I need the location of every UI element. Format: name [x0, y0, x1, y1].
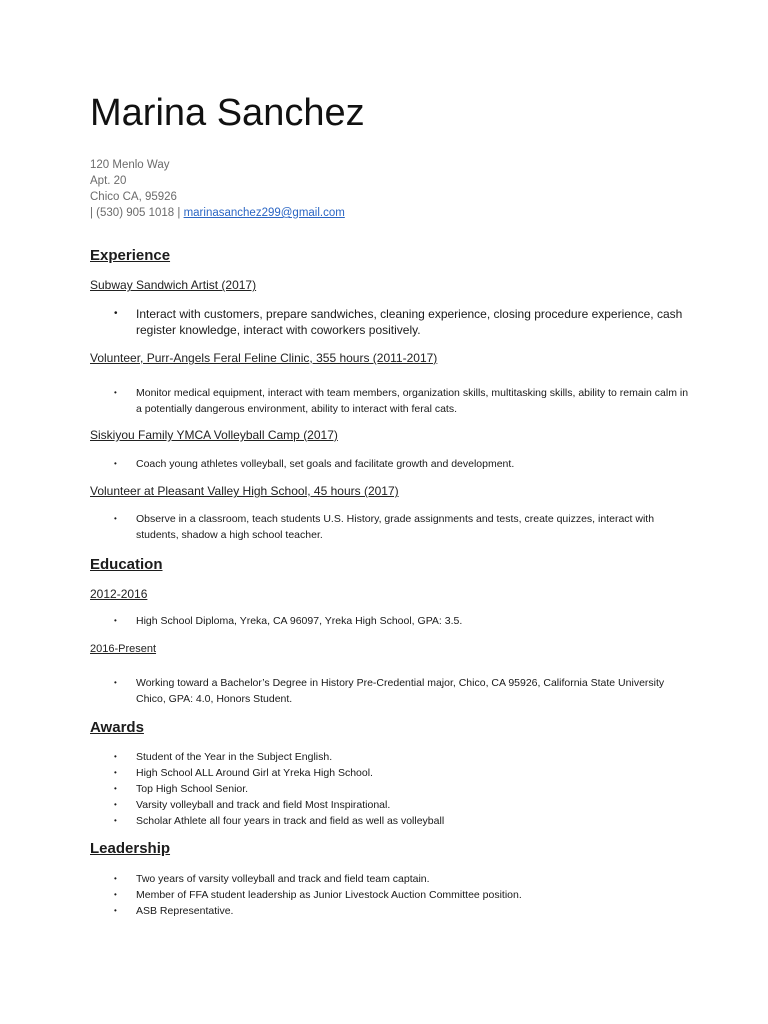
leadership-list: [90, 871, 690, 919]
email-link[interactable]: marinasanchez299@gmail.com: [183, 207, 345, 219]
job-bullets: [90, 511, 690, 543]
list-item: • Student of the Year in the Subject English.: [114, 751, 333, 763]
phone-email-line: [90, 205, 345, 221]
list-item: • High School Diploma, Yreka, CA 96097, Yreka High School, GPA: 3.5.: [114, 615, 463, 627]
list-item: • Top High School Senior.: [114, 783, 249, 795]
applicant-name: Marina Sanchez: [90, 92, 365, 134]
list-item: • Working toward a Bachelor’s Degree in History Pre-Credential major, Chico, CA 95926, California State University Chico, GPA: 4.0, Honors Student.: [114, 677, 665, 705]
job-title: Subway Sandwich Artist (2017): [90, 278, 257, 292]
bullet-icon: •: [114, 816, 117, 825]
street-address: 120 Menlo Way: [90, 159, 170, 171]
list-item: • High School ALL Around Girl at Yreka High School.: [114, 767, 373, 779]
job-title: Siskiyou Family YMCA Volleyball Camp (2017): [90, 428, 338, 442]
bullet-icon: •: [114, 906, 117, 915]
education-period: 2012-2016: [90, 587, 148, 601]
education-heading: Education: [90, 556, 163, 573]
phone-number: | (530) 905 1018 |: [90, 207, 181, 219]
apartment: Apt. 20: [90, 175, 127, 187]
bullet-icon: •: [114, 388, 117, 397]
list-item: • Scholar Athlete all four years in track and field as well as volleyball: [114, 815, 445, 827]
education-bullets: [90, 613, 690, 629]
education-bullets: [90, 675, 690, 707]
bullet-icon: •: [114, 459, 117, 468]
city-state-zip: Chico CA, 95926: [90, 191, 177, 203]
awards-heading: Awards: [90, 719, 144, 736]
bullet-icon: •: [114, 890, 117, 899]
list-item: • Two years of varsity volleyball and track and field team captain.: [114, 873, 430, 885]
bullet-icon: •: [114, 800, 117, 809]
education-period: 2016-Present: [90, 643, 157, 655]
leadership-heading: Leadership: [90, 840, 171, 857]
list-item: • Member of FFA student leadership as Junior Livestock Auction Committee position.: [114, 889, 522, 901]
list-item: • Observe in a classroom, teach students U.S. History, grade assignments and tests, create quizzes, interact with students, shadow a high school teacher.: [114, 513, 655, 541]
list-item: • ASB Representative.: [114, 905, 234, 917]
bullet-icon: •: [114, 874, 117, 883]
job-title: Volunteer at Pleasant Valley High School, 45 hours (2017): [90, 484, 399, 498]
bullet-icon: •: [114, 752, 117, 761]
list-item: • Interact with customers, prepare sandwiches, cleaning experience, closing procedure experience, cash register knowledge, interact with coworkers positively.: [114, 307, 683, 337]
list-item: • Coach young athletes volleyball, set goals and facilitate growth and development.: [114, 458, 515, 470]
job-bullets: [90, 306, 690, 338]
bullet-icon: •: [114, 768, 117, 777]
bullet-icon: •: [114, 308, 118, 319]
job-bullets: [90, 385, 690, 417]
list-item: • Monitor medical equipment, interact with team members, organization skills, multitasking skills, ability to remain calm in a potentially dangerous environment, ability to interact with feral cats.: [114, 387, 689, 415]
contact-block: [90, 157, 345, 221]
list-item: • Varsity volleyball and track and field Most Inspirational.: [114, 799, 391, 811]
job-title: Volunteer, Purr-Angels Feral Feline Clinic, 355 hours (2011-2017): [90, 351, 438, 365]
awards-list: [90, 749, 690, 829]
bullet-icon: •: [114, 616, 117, 625]
experience-heading: Experience: [90, 247, 171, 264]
bullet-icon: •: [114, 678, 117, 687]
bullet-icon: •: [114, 784, 117, 793]
job-bullets: [90, 456, 690, 472]
bullet-icon: •: [114, 514, 117, 523]
